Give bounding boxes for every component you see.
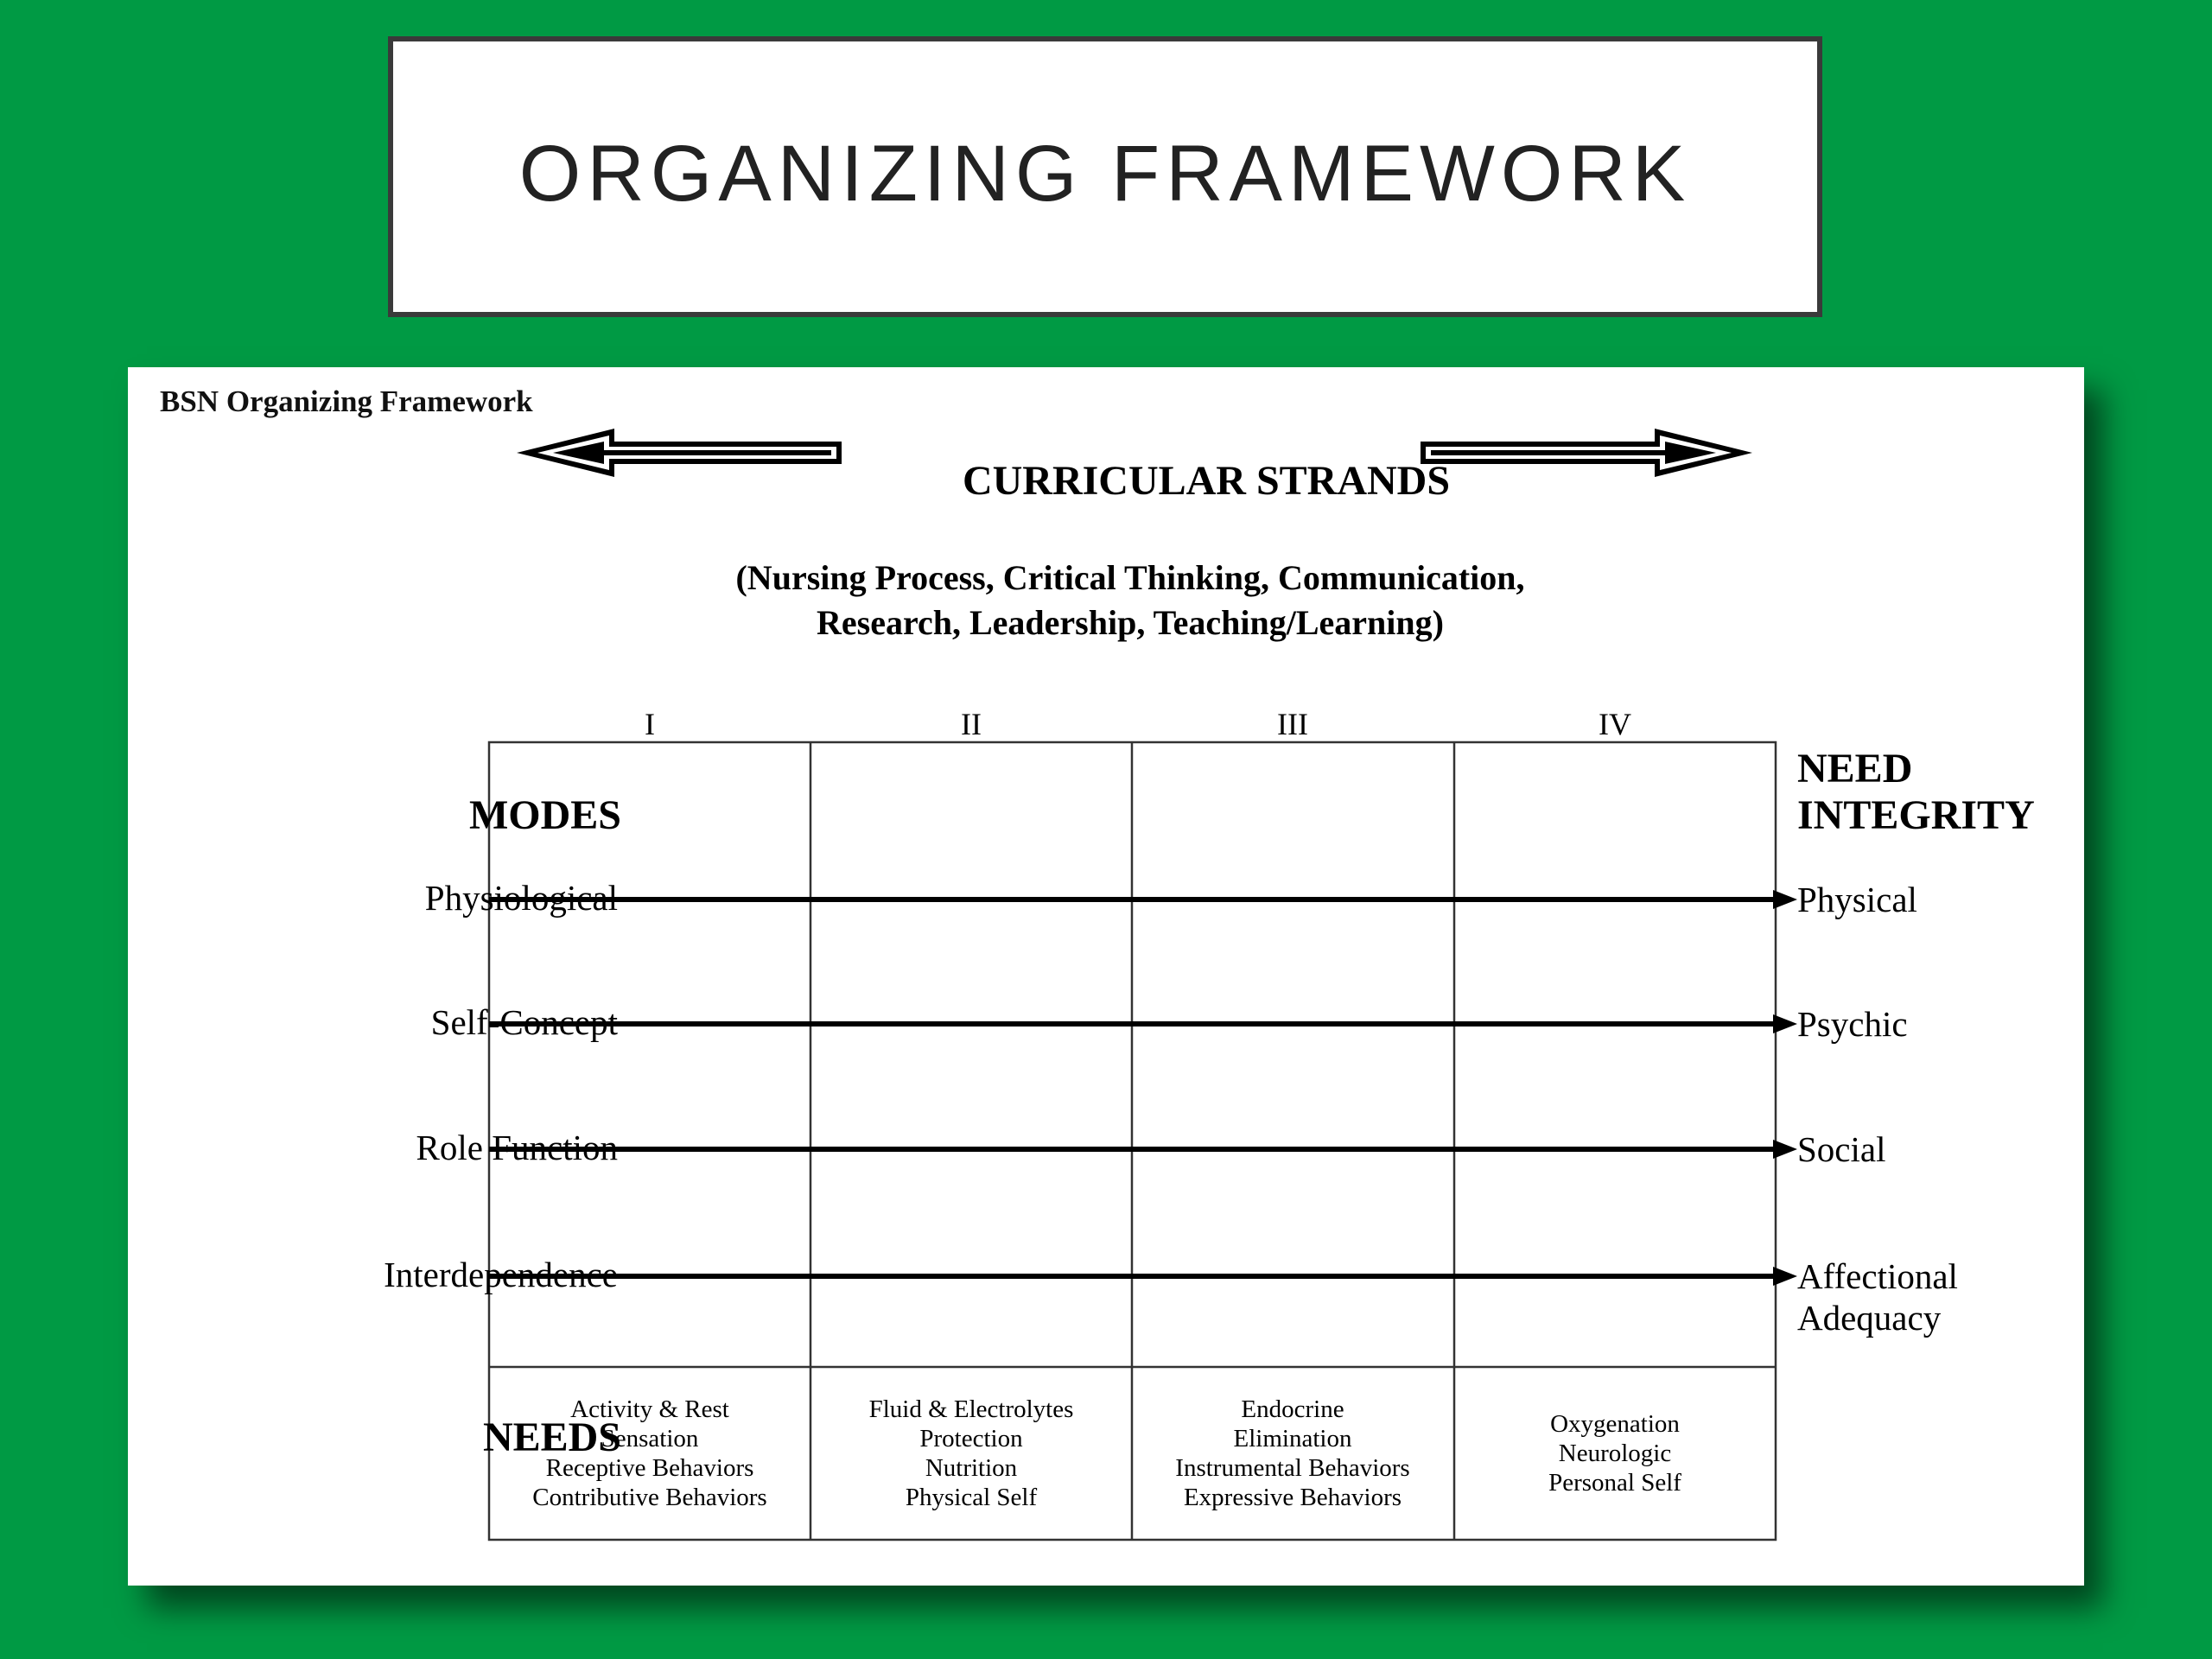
needs-label: NEEDS bbox=[482, 1414, 621, 1460]
need-item: Protection bbox=[919, 1425, 1023, 1452]
modes-label: MODES bbox=[468, 792, 621, 838]
mode-interdependence: Interdependence bbox=[384, 1255, 618, 1294]
framework-panel bbox=[128, 367, 2084, 1586]
need-item: Contributive Behaviors bbox=[532, 1484, 767, 1511]
need-item: Nutrition bbox=[925, 1454, 1018, 1482]
need-item: Oxygenation bbox=[1550, 1410, 1680, 1438]
integrity-physical: Physical bbox=[1797, 880, 1917, 919]
column-header-4: IV bbox=[1599, 707, 1631, 741]
integrity-social: Social bbox=[1797, 1129, 1886, 1169]
column-header-3: III bbox=[1277, 707, 1308, 741]
needs-cell-3 bbox=[1132, 1367, 1453, 1540]
integrity-affectional: Affectional bbox=[1797, 1256, 1958, 1296]
need-item: Receptive Behaviors bbox=[545, 1454, 754, 1482]
strands-line-1: (Nursing Process, Critical Thinking, Communication, bbox=[735, 558, 1525, 597]
need-item: Neurologic bbox=[1558, 1440, 1672, 1467]
need-item: Fluid & Electrolytes bbox=[868, 1395, 1074, 1423]
need-item: Endocrine bbox=[1241, 1395, 1344, 1423]
needs-cell-2 bbox=[810, 1367, 1132, 1540]
framework-heading: BSN Organizing Framework bbox=[160, 385, 533, 418]
strands-line-2: Research, Leadership, Teaching/Learning) bbox=[817, 603, 1444, 642]
mode-arrow-role-function bbox=[489, 1140, 1797, 1159]
slide-title: ORGANIZING FRAMEWORK bbox=[518, 130, 1692, 218]
need-item: Activity & Rest bbox=[570, 1395, 729, 1423]
integrity-adequacy: Adequacy bbox=[1797, 1298, 1942, 1338]
column-header-2: II bbox=[961, 707, 982, 741]
mode-role-function: Role Function bbox=[416, 1128, 618, 1167]
mode-physiological: Physiological bbox=[424, 878, 618, 918]
need-item: Expressive Behaviors bbox=[1183, 1484, 1402, 1511]
integrity-psychic: Psychic bbox=[1797, 1004, 1908, 1044]
mode-arrow-interdependence bbox=[489, 1267, 1797, 1286]
mode-self-concept: Self-Concept bbox=[430, 1002, 618, 1042]
curricular-strands-label: CURRICULAR STRANDS bbox=[962, 458, 1451, 504]
slide-title-box bbox=[388, 36, 1822, 317]
need-integrity-label bbox=[1797, 746, 2035, 839]
mode-arrow-physiological bbox=[489, 890, 1797, 909]
need-integrity-line-1: NEED bbox=[1797, 746, 1913, 791]
need-item: Physical Self bbox=[905, 1484, 1038, 1511]
needs-cell-1 bbox=[489, 1367, 810, 1540]
needs-cell-4 bbox=[1454, 1367, 1776, 1540]
need-item: Elimination bbox=[1233, 1425, 1352, 1452]
mode-arrow-self-concept bbox=[489, 1014, 1797, 1033]
column-header-1: I bbox=[645, 707, 655, 741]
need-integrity-line-2: INTEGRITY bbox=[1797, 792, 2035, 838]
need-item: Personal Self bbox=[1548, 1469, 1681, 1497]
need-item: Instrumental Behaviors bbox=[1175, 1454, 1410, 1482]
integrity-affectional-adequacy bbox=[1797, 1255, 1958, 1338]
need-item: Sensation bbox=[601, 1425, 699, 1452]
